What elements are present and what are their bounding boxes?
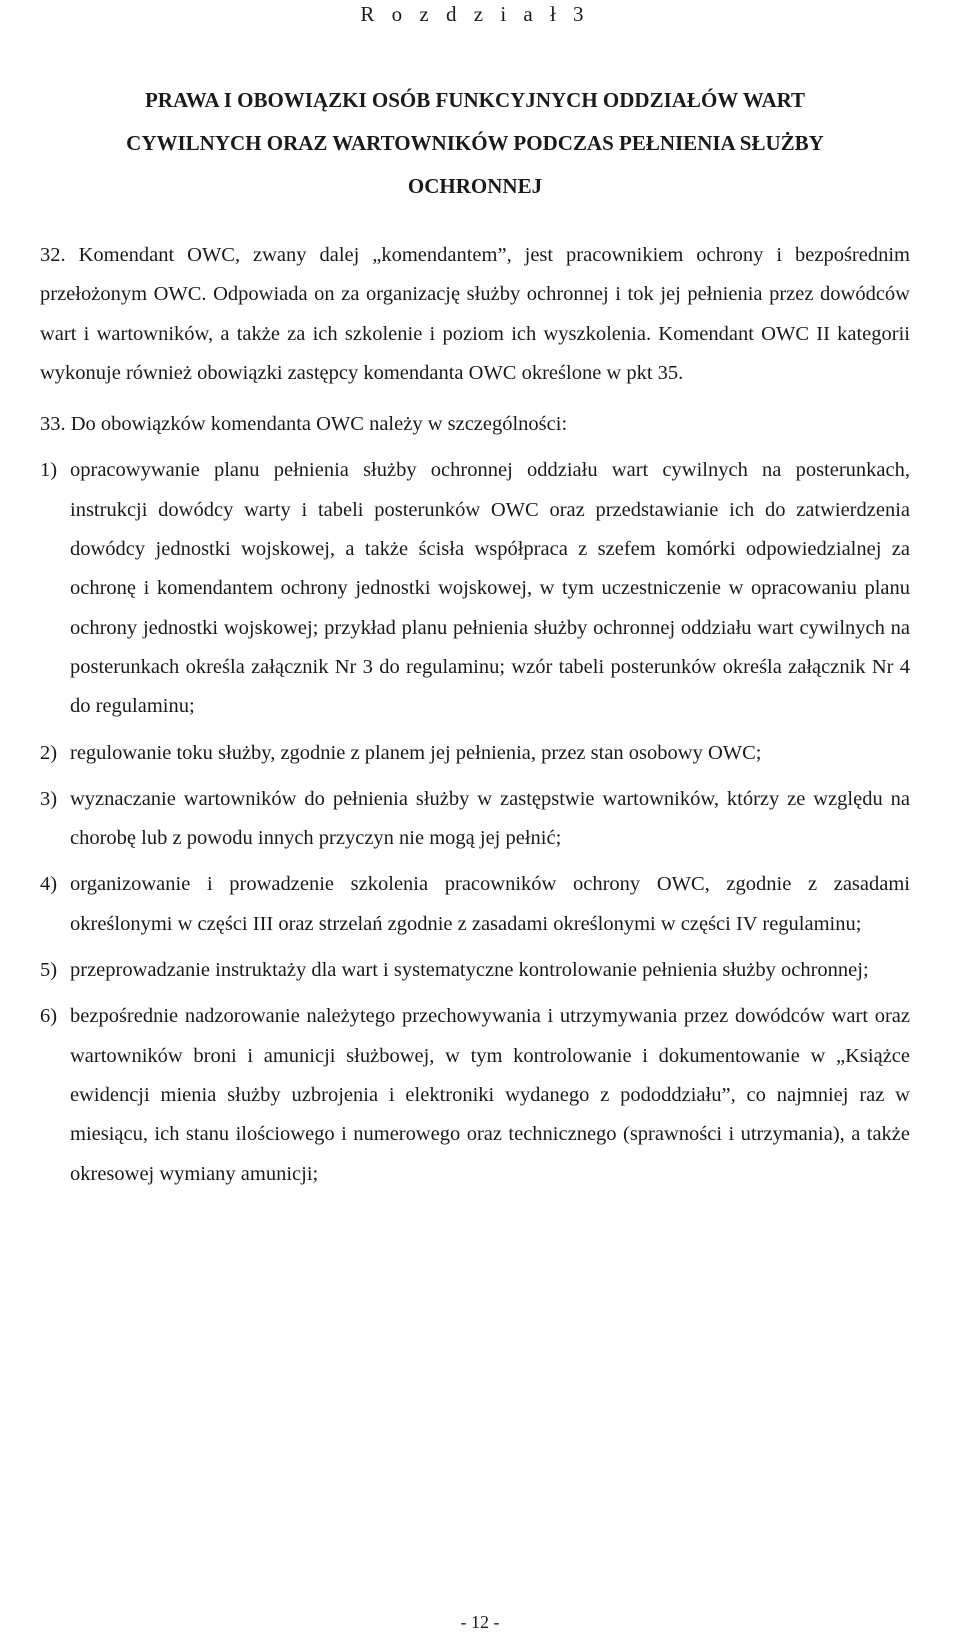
list-item-text: przeprowadzanie instruktaży dla wart i systematyczne kontrolowanie pełnienia służby ochronnej; (70, 959, 869, 982)
list-item-text: regulowanie toku służby, zgodnie z planem jej pełnienia, przez stan osobowy OWC; (70, 741, 762, 764)
list-marker: 6) (40, 1005, 58, 1028)
list-item-text: wyznaczanie wartowników do pełnienia służby w zastępstwie wartowników, którzy ze względu na chorobę lub z powodu innych przyczyn nie mogą jej pełnić; (70, 787, 910, 850)
duties-list (40, 451, 910, 1193)
paragraph-32: 32. Komendant OWC, zwany dalej „komendantem”, jest pracownikiem ochrony i bezpośrednim przełożonym OWC. Odpowiada on za organizację służby ochronnej i tok jej pełnienia przez dowódców wart i wartowników, a także za ich szkolenie i poziom ich wyszkolenia. Komendant OWC II kategorii wykonuje również obowiązki zastępcy komendanta OWC określone w pkt 35. (40, 244, 910, 384)
list-item-text: organizowanie i prowadzenie szkolenia pracowników ochrony OWC, zgodnie z zasadami określonymi w części III oraz strzelań zgodnie z zasadami określonymi w części IV regulaminu; (70, 873, 910, 935)
page-number: - 12 - (460, 1612, 500, 1632)
paragraph-33-intro: 33. Do obowiązków komendanta OWC należy w szczególności: (40, 413, 568, 436)
list-item (40, 780, 910, 859)
list-marker: 1) (40, 459, 58, 482)
list-item (40, 997, 910, 1193)
list-item-text: bezpośrednie nadzorowanie należytego przechowywania i utrzymywania przez dowódców wart oraz wartowników broni i amunicji służbowej, w tym kontrolowanie i dokumentowanie w „Książce ewidencji mienia służby uzbrojenia i elektroniki wydanego z pododdziału”, co najmniej raz w miesiącu, ich stanu ilościowego i numerowego oraz technicznego (sprawności i utrzymania), a także okresowej wymiany amunicji; (70, 1005, 910, 1185)
heading-line-3: OCHRONNEJ (407, 174, 543, 198)
list-marker: 2) (40, 741, 58, 764)
list-item (40, 865, 910, 944)
list-item (40, 734, 910, 773)
list-marker: 4) (40, 873, 58, 896)
list-marker: 5) (40, 959, 58, 982)
document-body (40, 236, 910, 1194)
chapter-label: R o z d z i a ł 3 (360, 2, 590, 26)
heading-line-2: CYWILNYCH ORAZ WARTOWNIKÓW PODCZAS PEŁNIENIA SŁUŻBY (126, 131, 824, 155)
heading-line-1: PRAWA I OBOWIĄZKI OSÓB FUNKCYJNYCH ODDZIAŁÓW WART (144, 88, 806, 112)
document-page (40, 0, 910, 1194)
list-item (40, 451, 910, 726)
list-marker: 3) (40, 787, 58, 810)
chapter-heading (40, 79, 910, 208)
list-item (40, 951, 910, 990)
list-item-text: opracowywanie planu pełnienia służby ochronnej oddziału wart cywilnych na posterunkach, instrukcji dowódcy warty i tabeli posterunków OWC oraz przedstawianie ich do zatwierdzenia dowódcy jednostki wojskowej, a także ścisła współpraca z szefem komórki odpowiedzialnej za ochronę i komendantem ochrony jednostki wojskowej, w tym uczestniczenie w opracowaniu planu ochrony jednostki wojskowej; przykład planu pełnienia służby ochronnej oddziału wart cywilnych na posterunkach określa załącznik Nr 3 do regulaminu; wzór tabeli posterunków określa załącznik Nr 4 do regulaminu; (70, 459, 910, 718)
